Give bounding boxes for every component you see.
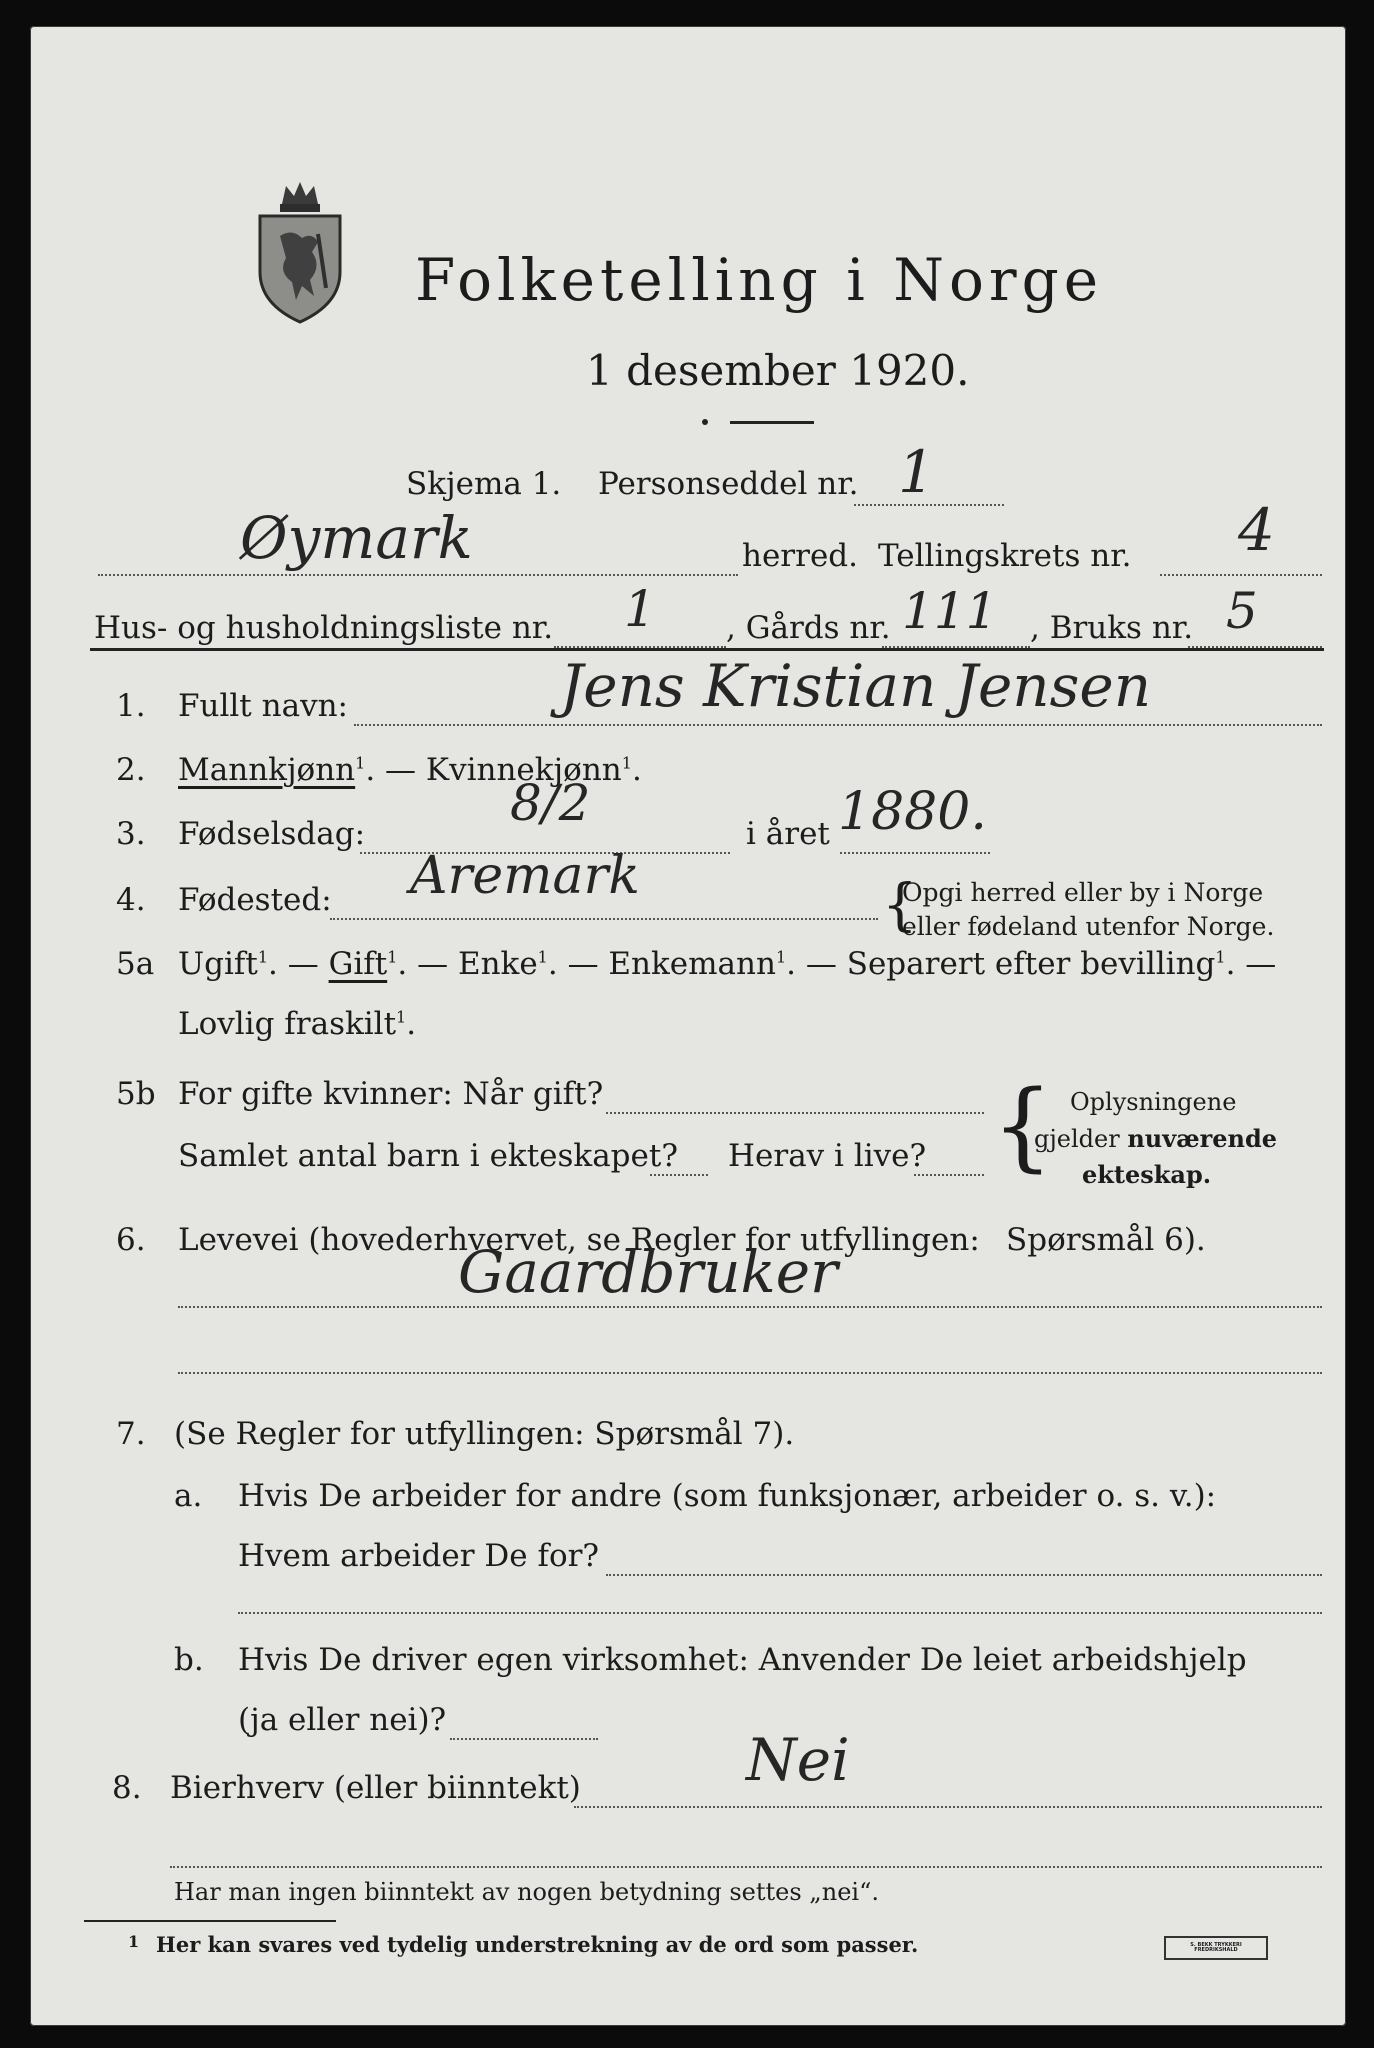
q5b-alive-line bbox=[914, 1174, 984, 1176]
q5b-note-line3: ekteskap. bbox=[1082, 1160, 1212, 1189]
q8-label: Bierhverv (eller biinntekt) bbox=[170, 1770, 581, 1806]
q5a-options-line2 bbox=[178, 1006, 416, 1042]
q4-label: Fødested: bbox=[178, 882, 332, 918]
q2-separator: . — bbox=[365, 752, 426, 788]
title-divider bbox=[730, 421, 814, 424]
q2-female-option: Kvinnekjønn bbox=[425, 752, 622, 788]
q6-line2 bbox=[178, 1372, 1322, 1374]
printer-stamp-text: S. BEKK TRYKKERI FREDRIKSHALD bbox=[1190, 1941, 1242, 1953]
divider-dot bbox=[702, 419, 708, 425]
q5a-dash-2: . — bbox=[397, 946, 458, 982]
header-divider bbox=[90, 648, 1324, 651]
q5b-note-gjelder: gjelder bbox=[1034, 1125, 1128, 1153]
q5b-label-children: Samlet antal barn i ekteskapet? bbox=[178, 1138, 678, 1174]
q8-line2 bbox=[170, 1866, 1322, 1868]
q5b-note-brace: { bbox=[992, 1070, 1054, 1182]
q6-label-end: Spørsmål 6). bbox=[1006, 1222, 1206, 1258]
q5b-label-alive: Herav i live? bbox=[728, 1138, 927, 1174]
q5b-label-married: For gifte kvinner: Når gift? bbox=[178, 1076, 604, 1112]
household-list-label: Hus- og husholdningsliste nr. bbox=[94, 610, 554, 646]
q5a-number: 5a bbox=[116, 946, 155, 982]
q5a-separert: Separert efter bevilling bbox=[846, 946, 1216, 982]
q5a-dash-3: . — bbox=[547, 946, 609, 982]
q1-value: Jens Kristian Jensen bbox=[560, 652, 1152, 720]
q2-male-footnote-mark: 1 bbox=[355, 753, 366, 773]
krets-value: 4 bbox=[1238, 496, 1275, 564]
q5a-enke: Enke bbox=[457, 946, 538, 982]
q2-number: 2. bbox=[116, 752, 146, 788]
q6-label: Levevei (hovederhvervet, se Regler for utfyllingen: bbox=[178, 1222, 980, 1258]
q1-line bbox=[354, 724, 1322, 726]
q5b-children-line bbox=[650, 1174, 708, 1176]
q7a-label: Hvis De arbeider for andre (som funksjonær, arbeider o. s. v.): bbox=[238, 1478, 1217, 1514]
gards-value: 111 bbox=[902, 582, 998, 640]
q5b-number: 5b bbox=[116, 1076, 156, 1112]
person-number-label: Personseddel nr. bbox=[598, 466, 859, 502]
q5a-dash-4: . — bbox=[786, 946, 847, 982]
q3-year-line bbox=[840, 852, 990, 854]
q5a-fraskilt: Lovlig fraskilt bbox=[178, 1006, 397, 1042]
herred-line bbox=[98, 574, 738, 576]
q7b-number: b. bbox=[174, 1642, 204, 1678]
q5a-dash-1: . — bbox=[268, 946, 329, 982]
q7-number: 7. bbox=[116, 1416, 146, 1452]
q3-number: 3. bbox=[116, 816, 146, 852]
q5b-married-line bbox=[606, 1112, 984, 1114]
q6-value: Gaardbruker bbox=[458, 1238, 838, 1306]
q5a-enke-footnote-mark: 1 bbox=[537, 947, 548, 967]
q7a-number: a. bbox=[174, 1478, 203, 1514]
q5a-dash-5: . — bbox=[1225, 946, 1277, 982]
q6-number: 6. bbox=[116, 1222, 146, 1258]
nei-note: Har man ingen biinntekt av nogen betydning settes „nei“. bbox=[174, 1878, 879, 1906]
q5a-enkemann: Enkemann bbox=[608, 946, 776, 982]
q7b-label: Hvis De driver egen virksomhet: Anvender De leiet arbeidshjelp bbox=[238, 1642, 1247, 1678]
q7a-line2 bbox=[238, 1612, 1322, 1614]
q5a-gift: Gift bbox=[328, 946, 388, 982]
q7a-line1 bbox=[606, 1574, 1322, 1576]
q2-female-footnote-mark: 1 bbox=[621, 753, 632, 773]
footnote-number: 1 bbox=[128, 1932, 140, 1951]
q4-line bbox=[330, 918, 878, 920]
q1-number: 1. bbox=[116, 688, 146, 724]
q5b-note-line1: Oplysningene bbox=[1070, 1088, 1237, 1116]
q5a-end: . bbox=[406, 1006, 417, 1042]
q5a-ugift-footnote-mark: 1 bbox=[257, 947, 269, 967]
q5a-enkemann-footnote-mark: 1 bbox=[775, 947, 787, 967]
q3-label: Fødselsdag: bbox=[178, 816, 366, 852]
q7-label: (Se Regler for utfyllingen: Spørsmål 7). bbox=[174, 1416, 795, 1452]
gards-label: , Gårds nr. bbox=[726, 610, 891, 646]
q8-number: 8. bbox=[112, 1770, 142, 1806]
coat-of-arms-emblem bbox=[252, 176, 348, 326]
q5a-options bbox=[178, 946, 1276, 982]
schema-label: Skjema 1. bbox=[406, 466, 562, 502]
q4-note-brace: { bbox=[882, 873, 918, 938]
q2-male-option: Mannkjønn bbox=[178, 752, 356, 788]
q4-note-line1: Opgi herred eller by i Norge bbox=[902, 878, 1264, 907]
q5a-separert-footnote-mark: 1 bbox=[1215, 947, 1226, 967]
printer-stamp bbox=[1164, 1936, 1268, 1960]
q7a-sub-label: Hvem arbeider De for? bbox=[238, 1538, 600, 1574]
household-list-value: 1 bbox=[624, 580, 656, 638]
q5a-fraskilt-footnote-mark: 1 bbox=[396, 1007, 407, 1027]
q4-value: Aremark bbox=[410, 846, 640, 906]
herred-label: herred. bbox=[742, 538, 858, 574]
q7b-line bbox=[450, 1738, 598, 1740]
person-number-value: 1 bbox=[898, 438, 935, 506]
bruks-label: , Bruks nr. bbox=[1030, 610, 1194, 646]
q5b-note-current: nuværende bbox=[1127, 1124, 1278, 1153]
q3-year-label: i året bbox=[746, 816, 830, 852]
q7b-sub-label: (ja eller nei)? bbox=[238, 1702, 447, 1738]
q8-line1 bbox=[574, 1806, 1322, 1808]
bruks-value: 5 bbox=[1226, 582, 1258, 640]
form-date: 1 desember 1920. bbox=[586, 346, 970, 395]
footnote-text: Her kan svares ved tydelig understrekning av de ord som passer. bbox=[156, 1932, 919, 1957]
q1-label: Fullt navn: bbox=[178, 688, 348, 724]
form-title: Folketelling i Norge bbox=[415, 246, 1104, 314]
q6-line1 bbox=[178, 1306, 1322, 1308]
krets-label: Tellingskrets nr. bbox=[878, 538, 1132, 574]
q5b-note-line2 bbox=[1034, 1124, 1277, 1153]
q5a-gift-footnote-mark: 1 bbox=[387, 947, 398, 967]
q3-year-value: 1880. bbox=[838, 782, 987, 842]
herred-value: Øymark bbox=[240, 504, 473, 572]
census-form-page bbox=[30, 26, 1346, 2026]
q4-note-line2: eller fødeland utenfor Norge. bbox=[902, 912, 1275, 941]
q2-end: . bbox=[631, 752, 642, 788]
q8-value: Nei bbox=[746, 1726, 850, 1794]
q3-value: 8/2 bbox=[510, 774, 591, 832]
krets-line bbox=[1160, 574, 1322, 576]
footnote-divider bbox=[84, 1920, 336, 1922]
q4-number: 4. bbox=[116, 882, 146, 918]
q5a-ugift: Ugift bbox=[178, 946, 258, 982]
